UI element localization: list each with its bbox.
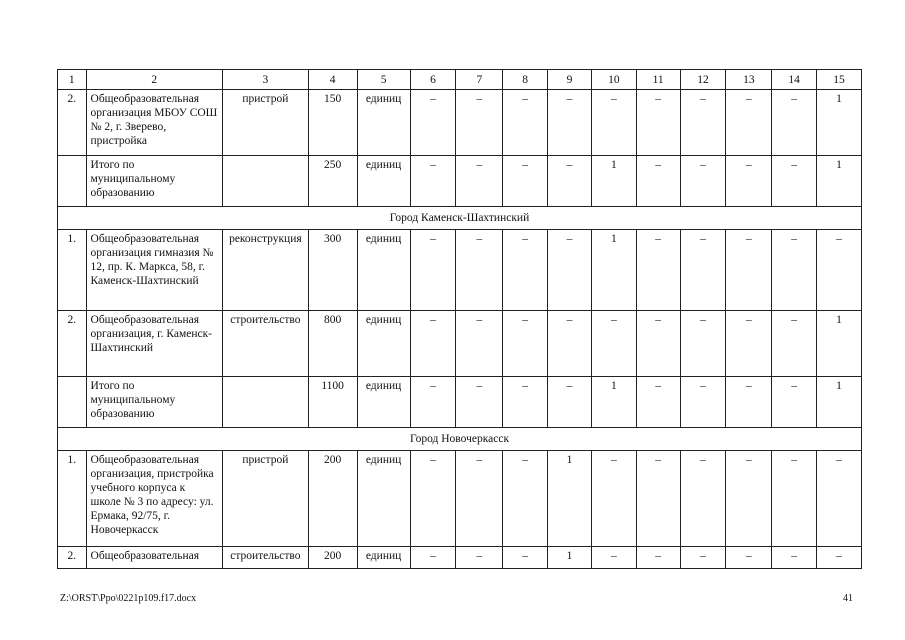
header-cell: 4 [308, 70, 357, 90]
work-type [223, 377, 309, 428]
value-cell: – [636, 156, 680, 207]
value-cell: – [772, 156, 817, 207]
header-cell: 7 [456, 70, 503, 90]
object-name: Общеобразовательная [86, 547, 223, 569]
value-cell: – [726, 311, 772, 377]
section-row [58, 428, 862, 451]
row-number: 1. [58, 451, 87, 547]
work-type: строительство [223, 311, 309, 377]
value-cell: 1 [548, 547, 592, 569]
unit: единиц [357, 377, 410, 428]
value-cell: 1 [591, 230, 636, 311]
table-row [58, 90, 862, 156]
header-row [58, 70, 862, 90]
footer-page-number: 41 [843, 593, 853, 604]
value-cell: – [410, 156, 456, 207]
row-number [58, 156, 87, 207]
capacity: 150 [308, 90, 357, 156]
value-cell: – [726, 156, 772, 207]
value-cell: – [548, 156, 592, 207]
capacity: 1100 [308, 377, 357, 428]
header-cell: 5 [357, 70, 410, 90]
capacity: 300 [308, 230, 357, 311]
value-cell: – [772, 311, 817, 377]
header-cell: 9 [548, 70, 592, 90]
header-cell: 3 [223, 70, 309, 90]
value-cell: – [410, 311, 456, 377]
value-cell: – [456, 547, 503, 569]
unit: единиц [357, 547, 410, 569]
header-cell: 1 [58, 70, 87, 90]
value-cell: – [817, 230, 862, 311]
work-type: пристрой [223, 90, 309, 156]
value-cell: – [410, 377, 456, 428]
capacity: 200 [308, 547, 357, 569]
value-cell: – [410, 451, 456, 547]
value-cell: – [591, 90, 636, 156]
value-cell: – [503, 547, 548, 569]
value-cell: – [503, 377, 548, 428]
work-type: реконструкция [223, 230, 309, 311]
header-cell: 10 [591, 70, 636, 90]
value-cell: – [548, 90, 592, 156]
value-cell: – [456, 311, 503, 377]
object-name: Общеобразовательная организация, пристройка учебного корпуса к школе № 3 по адресу: ул. Ермака, 92/75, г. Новочеркасск [86, 451, 223, 547]
value-cell: – [726, 230, 772, 311]
object-name: Итого по муниципальному образованию [86, 377, 223, 428]
unit: единиц [357, 311, 410, 377]
value-cell: – [548, 377, 592, 428]
row-number: 2. [58, 547, 87, 569]
header-cell: 15 [817, 70, 862, 90]
value-cell: – [456, 156, 503, 207]
unit: единиц [357, 90, 410, 156]
value-cell: – [591, 451, 636, 547]
value-cell: – [680, 230, 726, 311]
section-row [58, 207, 862, 230]
value-cell: – [503, 90, 548, 156]
table-row-total [58, 156, 862, 207]
work-type: строительство [223, 547, 309, 569]
object-name: Общеобразовательная организация, г. Каменск-Шахтинский [86, 311, 223, 377]
value-cell: 1 [817, 311, 862, 377]
value-cell: – [772, 230, 817, 311]
work-type [223, 156, 309, 207]
value-cell: – [636, 311, 680, 377]
capacity: 250 [308, 156, 357, 207]
header-cell: 2 [86, 70, 223, 90]
value-cell: – [680, 90, 726, 156]
table-row-total [58, 377, 862, 428]
value-cell: – [680, 377, 726, 428]
value-cell: – [591, 311, 636, 377]
object-name: Общеобразовательная организация МБОУ СОШ № 2, г. Зверево, пристройка [86, 90, 223, 156]
value-cell: – [636, 90, 680, 156]
header-cell: 12 [680, 70, 726, 90]
value-cell: – [636, 451, 680, 547]
header-cell: 8 [503, 70, 548, 90]
capacity: 200 [308, 451, 357, 547]
value-cell: – [772, 377, 817, 428]
value-cell: – [726, 547, 772, 569]
value-cell: – [456, 451, 503, 547]
value-cell: – [591, 547, 636, 569]
value-cell: – [503, 156, 548, 207]
unit: единиц [357, 156, 410, 207]
unit: единиц [357, 451, 410, 547]
table-row [58, 451, 862, 547]
value-cell: – [410, 230, 456, 311]
value-cell: – [636, 547, 680, 569]
section-title: Город Новочеркасск [58, 428, 862, 451]
value-cell: – [680, 156, 726, 207]
value-cell: – [456, 230, 503, 311]
value-cell: – [456, 377, 503, 428]
unit: единиц [357, 230, 410, 311]
value-cell: – [680, 547, 726, 569]
row-number: 2. [58, 90, 87, 156]
row-number [58, 377, 87, 428]
value-cell: – [636, 377, 680, 428]
value-cell: – [410, 90, 456, 156]
object-name: Общеобразовательная организация гимназия № 12, пр. К. Маркса, 58, г. Каменск-Шахтинский [86, 230, 223, 311]
value-cell: 1 [591, 156, 636, 207]
header-cell: 14 [772, 70, 817, 90]
table-row [58, 230, 862, 311]
value-cell: – [636, 230, 680, 311]
value-cell: 1 [591, 377, 636, 428]
row-number: 1. [58, 230, 87, 311]
value-cell: – [680, 311, 726, 377]
value-cell: 1 [817, 156, 862, 207]
value-cell: – [772, 547, 817, 569]
object-name: Итого по муниципальному образованию [86, 156, 223, 207]
value-cell: – [548, 311, 592, 377]
table-row [58, 311, 862, 377]
value-cell: – [680, 451, 726, 547]
header-cell: 6 [410, 70, 456, 90]
value-cell: 1 [817, 377, 862, 428]
header-cell: 11 [636, 70, 680, 90]
value-cell: – [772, 90, 817, 156]
value-cell: – [503, 311, 548, 377]
value-cell: 1 [548, 451, 592, 547]
capacity: 800 [308, 311, 357, 377]
value-cell: – [503, 230, 548, 311]
header-cell: 13 [726, 70, 772, 90]
value-cell: – [503, 451, 548, 547]
value-cell: – [548, 230, 592, 311]
work-type: пристрой [223, 451, 309, 547]
data-table [57, 69, 862, 569]
value-cell: – [772, 451, 817, 547]
value-cell: – [726, 90, 772, 156]
value-cell: – [817, 451, 862, 547]
value-cell: – [726, 377, 772, 428]
section-title: Город Каменск-Шахтинский [58, 207, 862, 230]
row-number: 2. [58, 311, 87, 377]
value-cell: – [456, 90, 503, 156]
value-cell: 1 [817, 90, 862, 156]
footer-file-path: Z:\ORST\Ppo\0221p109.f17.docx [60, 593, 197, 604]
value-cell: – [817, 547, 862, 569]
value-cell: – [410, 547, 456, 569]
value-cell: – [726, 451, 772, 547]
table-row [58, 547, 862, 569]
